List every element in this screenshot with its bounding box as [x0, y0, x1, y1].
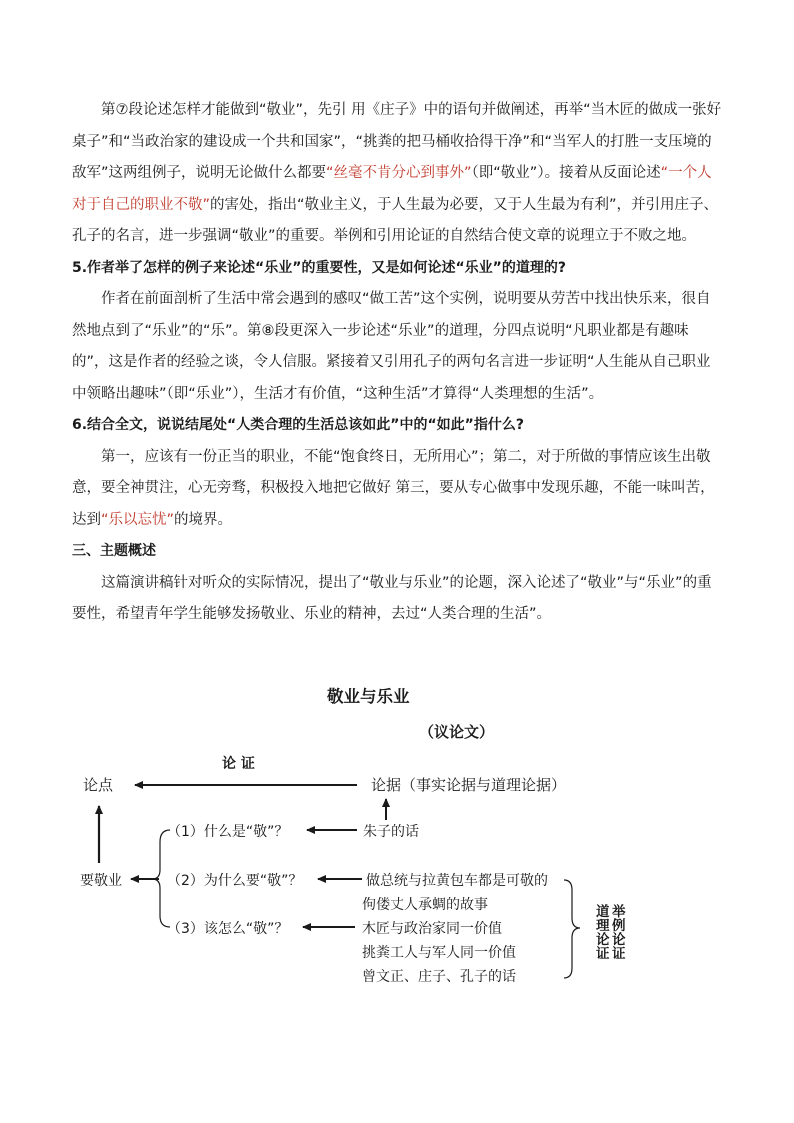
question-6: 6.结合全文，说说结尾处“人类合理的生活总该如此”中的“如此”指什么?	[72, 417, 524, 433]
evidence-1: 朱子的话	[363, 824, 419, 840]
evidence-3: 佝偻丈人承蜩的故事	[362, 897, 488, 913]
argument-structure-diagram	[0, 670, 794, 1000]
question-2-label: （2）为什么要“敬”？	[167, 873, 303, 889]
answer-5: 作者在前面剖析了生活中常会遇到的感叹“做工苦”这个实例，说明要从劳苦中找出快乐来，很自然地点到了“乐业”的“乐”。第⑧段更深入一步论述“乐业”的道理，分四点说明“凡职业都是有趣味的”，这是作者的经验之谈，令人信服。紧接着又引用孔子的两句名言进一步证明“人生能从自己职业中领略出趣味”（即“乐业”），生活才有价值，“这种生活”才算得“人类理想的生活”。	[72, 291, 711, 402]
question-5: 5.作者举了怎样的例子来论述“乐业”的重要性，又是如何论述“乐业”的道理的?	[72, 259, 566, 276]
diagram-title: 敬业与乐业	[327, 687, 410, 706]
evidence-label: 论据（事实论据与道理论据）	[371, 776, 567, 794]
evidence-5: 挑粪工人与军人同一价值	[362, 945, 516, 961]
text-span: 的境界。	[174, 511, 233, 528]
paragraph-7-analysis	[72, 95, 724, 253]
section-3-heading: 三、主题概述	[72, 543, 156, 559]
right-brace	[564, 880, 580, 978]
diagram-subtitle: （议论文）	[419, 723, 495, 741]
text-span: （即“敬业”）。接着从反面论述	[471, 165, 661, 181]
thesis-label: 论点	[83, 776, 114, 794]
text-span: 的害处，指出“敬业主义，于人生最为必要，又于人生最为有利”，并引用庄子、孔子的名言，进一步强调“敬业”的重要。举例和引用论证的自然结合使文章的说理立于不败之地。	[72, 196, 719, 244]
evidence-4: 木匠与政治家同一价值	[362, 921, 502, 937]
text-span: 第⑦段论述怎样才能做到“敬业”，先引 用《庄子》中的语句并做阐述，再举“当木匠的做成一张好桌子”和“当政治家的建设成一个共和国家”，“挑粪的把马桶收拾得干净”和“当军人的打胜一支压境的敌军”这两组例子，说明无论做什么都要	[72, 102, 722, 181]
argue-label: 论 证	[222, 756, 255, 772]
highlight-red: “丝毫不肯分心到事外”	[326, 165, 472, 181]
evidence-2: 做总统与拉黄包车都是可敬的	[366, 873, 548, 889]
question-1-label: （1）什么是“敬”？	[167, 824, 289, 840]
method-label-reasoning: 道理论证	[596, 904, 610, 962]
section-3-text: 这篇演讲稿针对听众的实际情况，提出了“敬业与乐业”的论题，深入论述了“敬业”与“乐业”的重要性，希望青年学生能够发扬敬业、乐业的精神，去过“人类合理的生活”。	[72, 574, 712, 622]
text-span: 第一，应该有一份正当的职业，不能“饱食终日，无所用心”；第二，对于所做的事情应该生出敬意，要全神贯注，心无旁骛，积极投入地把它做好 第三，要从专心做事中发现乐趣，不能一味叫苦，达到	[72, 448, 715, 528]
main-point-label: 要敬业	[80, 873, 122, 889]
analysis-text	[72, 95, 724, 631]
highlight-red: “一个人对于自己的职业不敬”	[72, 165, 712, 213]
question-3-label: （3）该怎么“敬”？	[167, 921, 289, 937]
method-label-example: 举例论证	[612, 904, 626, 962]
highlight-red: “乐以忘忧”	[101, 511, 175, 528]
answer-6	[72, 442, 724, 537]
evidence-6: 曾文正、庄子、孔子的话	[362, 969, 516, 985]
